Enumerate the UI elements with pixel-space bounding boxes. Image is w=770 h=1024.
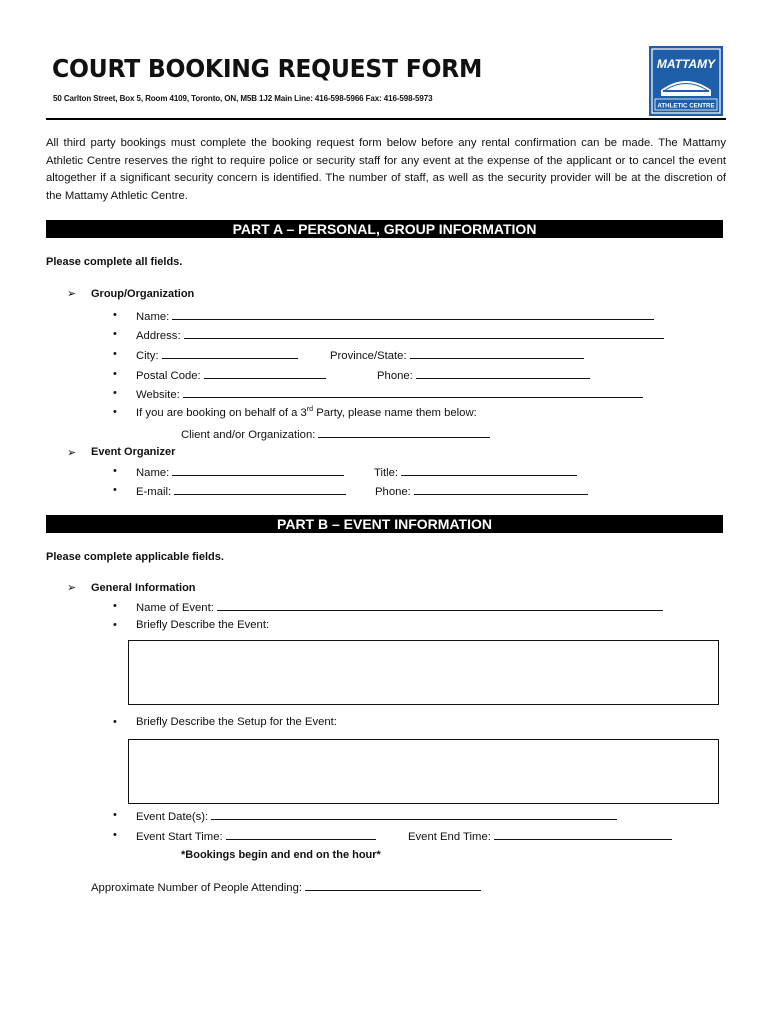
client-org-label: Client and/or Organization:	[181, 429, 316, 441]
group-phone-label: Phone:	[377, 370, 413, 382]
describe-event-textarea[interactable]	[128, 640, 719, 705]
describe-setup-textarea[interactable]	[128, 739, 719, 804]
website-label: Website:	[136, 389, 180, 401]
intro-paragraph: All third party bookings must complete the booking request form below before any rental confirmation can be made. The Mattamy Athletic Centre reserves the right to require police or security staff for any event at the expense of the applicant or to cancel the event altogether if a significant security concern is identified. The number of staff, as well as the security provider will be at the discretion of the Mattamy Athletic Centre.	[46, 137, 726, 203]
group-name-label: Name:	[136, 311, 170, 323]
event-name-field[interactable]	[136, 600, 663, 614]
organizer-phone-label: Phone:	[375, 486, 411, 498]
header-divider	[46, 118, 726, 120]
group-name-field[interactable]	[136, 309, 654, 323]
organizer-name-label: Name:	[136, 467, 170, 479]
bullet-icon: •	[113, 600, 117, 612]
group-address-field[interactable]	[136, 328, 664, 342]
city-label: City:	[136, 350, 159, 362]
bullet-icon: •	[113, 328, 117, 340]
arrow-bullet-icon: ➢	[67, 288, 77, 300]
province-field[interactable]	[330, 348, 584, 362]
event-start-time-label: Event Start Time:	[136, 831, 223, 843]
bullet-icon: •	[113, 368, 117, 380]
organizer-phone-field[interactable]	[375, 484, 588, 498]
organizer-email-field[interactable]	[136, 484, 346, 498]
province-label: Province/State:	[330, 350, 407, 362]
bullet-icon: •	[113, 348, 117, 360]
event-end-time-field[interactable]	[408, 829, 672, 843]
bullet-icon: •	[113, 809, 117, 821]
organizer-name-field[interactable]	[136, 465, 344, 479]
event-start-time-field[interactable]	[136, 829, 376, 843]
bullet-icon: •	[113, 406, 117, 418]
city-field[interactable]	[136, 348, 298, 362]
hour-note: *Bookings begin and end on the hour*	[181, 849, 381, 861]
event-end-time-label: Event End Time:	[408, 831, 491, 843]
logo-bottom-text: ATHLETIC CENTRE	[657, 102, 715, 110]
mattamy-logo	[649, 46, 723, 116]
attendance-field[interactable]	[91, 880, 481, 894]
contact-address: 50 Carlton Street, Box 5, Room 4109, Toronto, ON, M5B 1J2 Main Line: 416-598-5966 Fax: 416-598-5973	[53, 94, 433, 103]
form-title: COURT BOOKING REQUEST FORM	[52, 54, 483, 83]
bullet-icon: •	[113, 387, 117, 399]
postal-code-label: Postal Code:	[136, 370, 201, 382]
bullet-icon: •	[113, 829, 117, 841]
describe-setup-label: Briefly Describe the Setup for the Event:	[136, 716, 337, 728]
bullet-icon: •	[113, 619, 117, 631]
part-b-heading: PART B – EVENT INFORMATION	[46, 515, 723, 533]
event-dates-field[interactable]	[136, 809, 617, 823]
organizer-title-label: Title:	[374, 467, 399, 479]
event-dates-label: Event Date(s):	[136, 811, 209, 823]
part-a-instruction: Please complete all fields.	[46, 256, 183, 268]
part-a-heading: PART A – PERSONAL, GROUP INFORMATION	[46, 220, 723, 238]
bullet-icon: •	[113, 309, 117, 321]
group-org-heading: Group/Organization	[91, 288, 195, 300]
bullet-icon: •	[113, 465, 117, 477]
bullet-icon: •	[113, 484, 117, 496]
postal-code-field[interactable]	[136, 368, 326, 382]
client-org-field[interactable]	[181, 427, 490, 441]
general-info-heading: General Information	[91, 582, 196, 594]
organizer-email-label: E-mail:	[136, 486, 172, 498]
bullet-icon: •	[113, 716, 117, 728]
logo-top-text: MATTAMY	[656, 57, 716, 71]
event-name-label: Name of Event:	[136, 602, 214, 614]
group-phone-field[interactable]	[377, 368, 590, 382]
arrow-bullet-icon: ➢	[67, 447, 77, 459]
event-organizer-heading: Event Organizer	[91, 446, 176, 458]
attendance-label: Approximate Number of People Attending:	[91, 882, 303, 894]
organizer-title-field[interactable]	[374, 465, 577, 479]
third-party-note: If you are booking on behalf of a 3rd Party, please name them below:	[136, 406, 477, 419]
part-b-instruction: Please complete applicable fields.	[46, 551, 224, 563]
website-field[interactable]	[136, 387, 643, 401]
describe-event-label: Briefly Describe the Event:	[136, 619, 270, 631]
arrow-bullet-icon: ➢	[67, 582, 77, 594]
group-address-label: Address:	[136, 330, 181, 342]
